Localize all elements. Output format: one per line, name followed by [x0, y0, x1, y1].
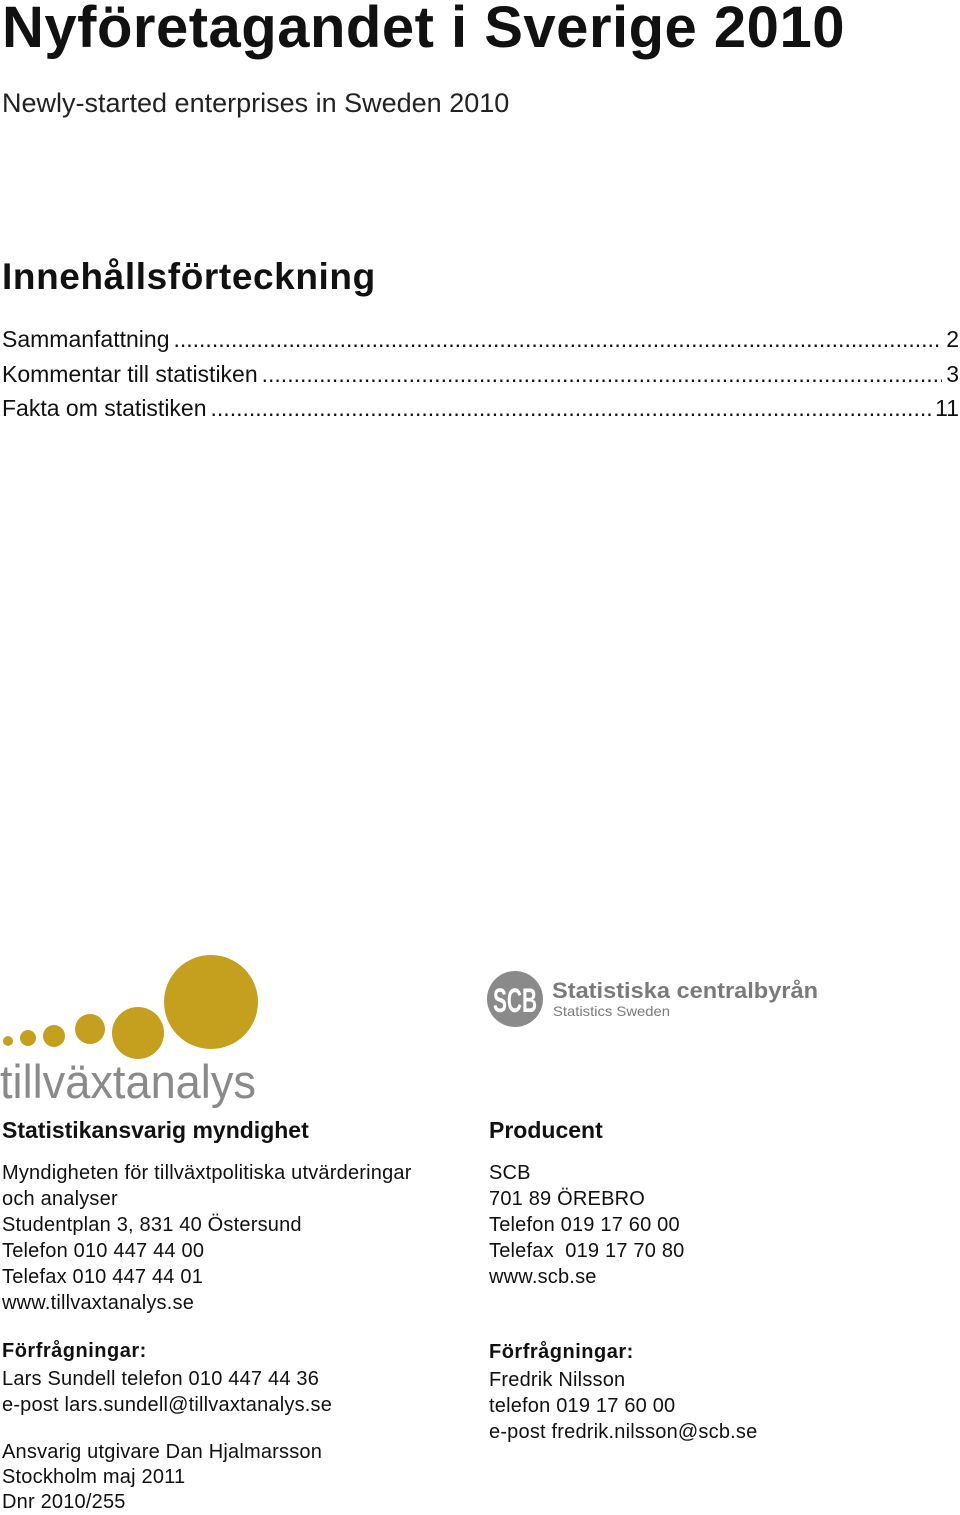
logo-dot-smallest [20, 1030, 36, 1046]
left-enquiries [2, 1366, 332, 1418]
toc-leader-dots [262, 361, 943, 388]
right-contact-name: Fredrik Nilsson [489, 1369, 626, 1391]
producer-postal: 701 89 ÖREBRO [489, 1188, 646, 1210]
logo-dot-tiny [3, 1036, 13, 1046]
producer-website[interactable]: www.scb.se [489, 1266, 597, 1288]
toc-entry-sammanfattning[interactable] [2, 326, 959, 361]
logo-wordmark: tillväxtanalys [0, 1055, 256, 1108]
agency-phone: Telefon 010 447 44 00 [2, 1240, 205, 1262]
publication-place-date: Stockholm maj 2011 [2, 1466, 186, 1488]
left-contact-name-phone: Lars Sundell telefon 010 447 44 36 [2, 1368, 320, 1390]
scb-name-english: Statistics Sweden [553, 1003, 670, 1019]
right-enquiries-heading: Förfrågningar: [489, 1341, 634, 1363]
producer-address [489, 1160, 684, 1290]
left-enquiries-heading: Förfrågningar: [2, 1340, 147, 1362]
logo-dot-large [164, 955, 258, 1049]
producer-phone: Telefon 019 17 60 00 [489, 1214, 680, 1236]
agency-name-line-1: Myndigheten för tillväxtpolitiska utvärderingar [2, 1162, 412, 1184]
toc-entry-page: 11 [935, 395, 959, 421]
document-subtitle: Newly-started enterprises in Sweden 2010 [2, 88, 510, 118]
toc-heading: Innehållsförteckning [2, 256, 376, 297]
agency-address [2, 1160, 412, 1316]
scb-emblem-mark: SCB [493, 982, 537, 1020]
agency-name-line-2: och analyser [2, 1188, 118, 1210]
agency-street: Studentplan 3, 831 40 Östersund [2, 1214, 302, 1236]
logo-dot-medium [112, 1007, 164, 1059]
toc-entry-fakta[interactable] [2, 395, 959, 430]
toc-leader-dots [173, 326, 942, 353]
agency-fax: Telefax 010 447 44 01 [2, 1266, 204, 1288]
table-of-contents [2, 326, 959, 430]
left-column-heading: Statistikansvarig myndighet [2, 1117, 309, 1143]
agency-website[interactable]: www.tillvaxtanalys.se [2, 1292, 195, 1314]
producer-fax: Telefax 019 17 70 80 [489, 1240, 685, 1262]
toc-entry-kommentar[interactable] [2, 361, 959, 396]
producer-name: SCB [489, 1162, 531, 1184]
right-column-heading: Producent [489, 1117, 603, 1143]
scb-name: Statistiska centralbyrån [552, 978, 818, 1003]
toc-entry-label: Fakta om statistiken [2, 395, 207, 421]
left-contact-email[interactable]: e-post lars.sundell@tillvaxtanalys.se [2, 1394, 333, 1416]
logo-dot-smaller [43, 1025, 65, 1047]
scb-logo [486, 954, 826, 1046]
right-enquiries [489, 1367, 757, 1445]
toc-entry-page: 3 [946, 360, 959, 387]
registration-number: Dnr 2010/255 [2, 1491, 126, 1513]
toc-entry-label: Sammanfattning [2, 326, 170, 352]
right-contact-email[interactable]: e-post fredrik.nilsson@scb.se [489, 1421, 758, 1443]
right-contact-phone: telefon 019 17 60 00 [489, 1395, 676, 1417]
publisher-line: Ansvarig utgivare Dan Hjalmarsson [2, 1441, 323, 1463]
document-title: Nyföretagandet i Sverige 2010 [2, 0, 845, 60]
publisher-info [2, 1440, 322, 1515]
toc-entry-label: Kommentar till statistiken [2, 360, 258, 387]
tillvaxtanalys-logo [0, 948, 270, 1108]
logo-dot-small [75, 1014, 105, 1044]
toc-leader-dots [211, 395, 932, 422]
toc-entry-page: 2 [946, 326, 959, 352]
